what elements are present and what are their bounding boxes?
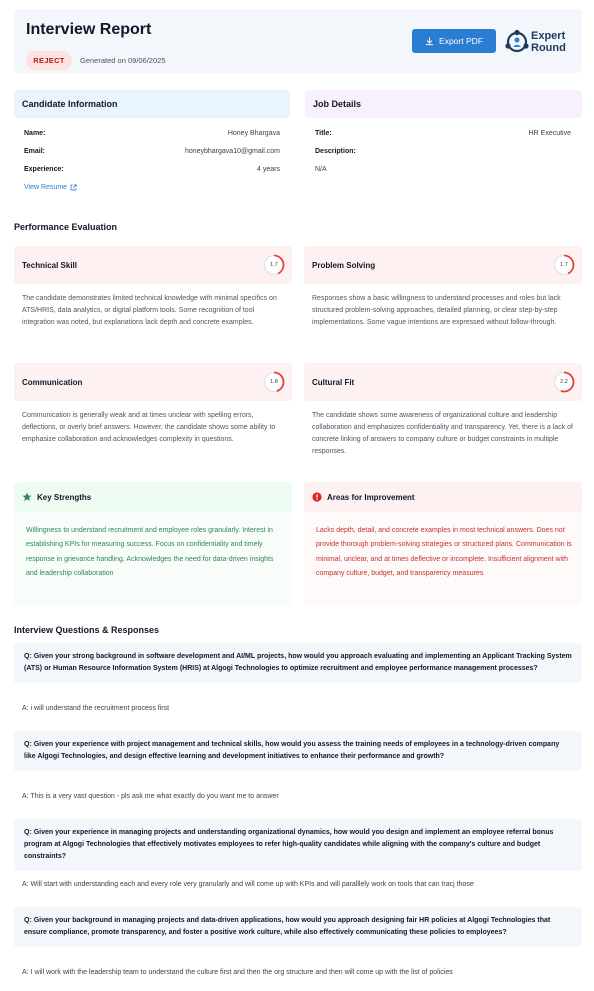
- eval-label: Problem Solving: [312, 261, 376, 270]
- expertround-logo: [504, 27, 576, 57]
- star-icon: [22, 492, 32, 502]
- score-ring: [553, 254, 575, 276]
- job-details-heading: Job Details: [305, 90, 582, 118]
- eval-card-communication: [14, 363, 292, 401]
- job-description-label: Description:: [315, 148, 356, 155]
- experience-label: Experience:: [24, 166, 64, 173]
- candidate-email: honeybhargava10@gmail.com: [184, 148, 280, 155]
- name-label: Name:: [24, 130, 46, 137]
- candidate-info-heading: Candidate Information: [14, 90, 290, 118]
- view-resume-link[interactable]: [24, 184, 77, 191]
- key-strengths-title: Key Strengths: [37, 492, 92, 502]
- eval-label: Communication: [22, 378, 83, 387]
- answer-item: A: i will understand the recruitment process first: [22, 705, 170, 712]
- status-badge: REJECT: [26, 51, 72, 70]
- score-value: 2.2: [560, 379, 568, 385]
- question-item: Q: Given your background in managing projects and data-driven applications, how would you approach designing fair HR policies at Algogi Technologies that ensure compliance, promote transparency, and foster a positive work culture, while also effectively communicating these policies to employees?: [14, 907, 582, 947]
- interview-heading: Interview Questions & Responses: [14, 625, 160, 635]
- view-resume-label: View Resume: [24, 184, 68, 191]
- key-strengths-text: Willingness to understand recruitment and employee roles granularly. Interest in establishing KPIs for measuring success. Focus on confidentiality and timely response in grievance handling. Acknowledges the need for data-driven insights and leadership collaboration: [26, 527, 274, 577]
- eval-description: Communication is generally weak and at times unclear with spelling errors, deflections, or overly brief answers. However, the candidate shows some ability to emphasize collaboration and acknowledges complexity in questions.: [22, 412, 276, 443]
- areas-improvement-heading: [304, 482, 582, 512]
- score-ring: [263, 371, 285, 393]
- eval-description: The candidate demonstrates limited technical knowledge with minimal specifics on ATS/HRIS, data analytics, or digital platform tools. Some recognition of tool integration was noted, but explanations lack depth and concrete examples.: [22, 295, 277, 326]
- eval-description: Responses show a basic willingness to understand processes and roles but lack structured problem-solving approaches, detailed planning, or clear step-by-step implementations. Some vague intentions are expressed without follow-through.: [312, 295, 561, 326]
- score-ring: [263, 254, 285, 276]
- download-icon: [425, 37, 434, 46]
- answer-item: A: Will start with understanding each and every role very granularly and will come up with KPIs and will paralllely work on tools that can tracj those: [22, 881, 474, 888]
- job-title-label: Title:: [315, 130, 332, 137]
- score-value: 1.8: [270, 379, 278, 385]
- eval-card-technical-skill: [14, 246, 292, 284]
- score-value: 1.7: [270, 262, 278, 268]
- logo-mark-icon: [504, 29, 530, 55]
- eval-label: Technical Skill: [22, 261, 77, 270]
- answer-item: A: This is a very vast question - pls ask me what exactly do you want me to answer: [22, 793, 279, 800]
- page-title: Interview Report: [26, 21, 152, 38]
- answer-item: A: I will work with the leadership team to understand the culture first and then the org structure and then will come up with the list of policies: [22, 969, 453, 976]
- eval-label: Cultural Fit: [312, 378, 355, 387]
- eval-card-cultural-fit: [304, 363, 582, 401]
- performance-heading: Performance Evaluation: [14, 222, 118, 232]
- candidate-name: Honey Bhargava: [227, 130, 280, 137]
- eval-card-problem-solving: [304, 246, 582, 284]
- logo-text-line2: Round: [531, 42, 566, 54]
- question-item: Q: Given your experience with project management and technical skills, how would you assess the training needs of employees in a technology-driven company like Algogi Technologies, and design effective learning and development initiatives to enhance their performance and growth?: [14, 731, 582, 771]
- email-label: Email:: [24, 148, 46, 155]
- export-pdf-label: Export PDF: [439, 36, 483, 46]
- generated-date: Generated on 09/06/2025: [80, 56, 166, 65]
- job-title: HR Executive: [528, 130, 571, 137]
- areas-improvement-title: Areas for Improvement: [327, 492, 415, 502]
- eval-description: The candidate shows some awareness of organizational culture and leadership collaboration and emphasizes confidentiality and transparency. Yet, there is a lack of concrete linking of answers to company culture or budget constraints in multiple responses.: [312, 412, 573, 455]
- alert-circle-icon: [312, 492, 322, 502]
- report-header: [14, 9, 582, 73]
- job-description: N/A: [315, 166, 327, 173]
- logo-text-line1: Expert: [531, 30, 566, 42]
- key-strengths-heading: [14, 482, 292, 512]
- question-item: Q: Given your experience in managing projects and understanding organizational dynamics, how would you design and implement an employee referral bonus program at Algogi Technologies that effectively motivates employees to refer high-quality candidates while aligning with the company's culture and budget constraints?: [14, 819, 582, 871]
- score-ring: [553, 371, 575, 393]
- score-value: 1.7: [560, 262, 568, 268]
- candidate-experience: 4 years: [257, 166, 280, 173]
- areas-improvement-text: Lacks depth, detail, and concrete examples in most technical answers. Does not provide thorough problem-solving strategies or structured plans. Communication is minimal, unclear, and at times deflective or incomplete. Insufficient alignment with company culture, budget, and transparency measures: [316, 527, 572, 577]
- question-item: Q: Given your strong background in software development and AI/ML projects, how would you approach evaluating and implementing an Applicant Tracking System (ATS) or Human Resource Information System (HRIS) at Algogi Technologies to optimize recruitment and employee performance management processes?: [14, 643, 582, 683]
- export-pdf-button[interactable]: [412, 29, 496, 53]
- external-link-icon: [70, 184, 77, 191]
